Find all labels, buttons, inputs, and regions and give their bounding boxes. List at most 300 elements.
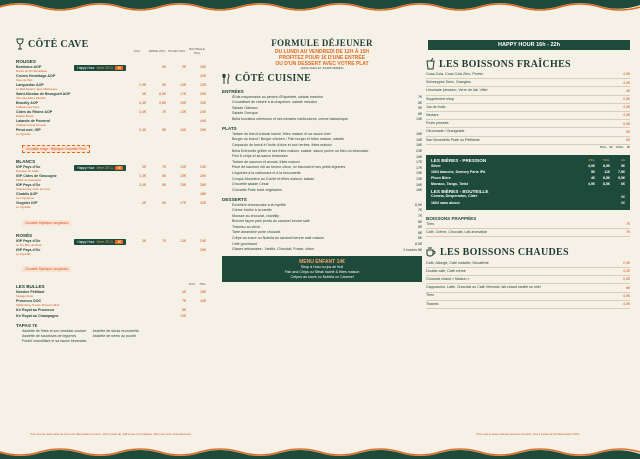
- drink-row: [426, 277, 630, 282]
- drink-price: 6€: [621, 201, 625, 206]
- bieres-box: LES BIÈRES - PRESSION 25CL 50CL HH Silver 4,9€ 8,5€ 5€ 1664 blanche, Demory Paris IPA 5€ 11€ 7,5€ Picon Bière 4€ 8,5€ 5,5€ Monaco, Tango, Twist 4,9€ 8,5€ 6€ LES BIÈRES - BOUTEILLE Corona, Desperados, Cidre 6€ 1664 sans alcool 6€: [426, 155, 630, 210]
- biere-name: Silver: [431, 164, 441, 169]
- drink-name: Corona, Desperados, Cidre: [431, 194, 478, 199]
- drink-name: Chocolat chaud « Maison »: [426, 277, 470, 282]
- happy-hour-badge: [74, 239, 126, 245]
- boissons-column: [426, 18, 630, 443]
- menu-item-name: Carpaccio de bœuf à l'huile d'olive et aux herbes, frites maison: [232, 142, 332, 147]
- menu-row: [222, 95, 422, 100]
- menu-row: [222, 219, 422, 224]
- wine-prices: [128, 110, 206, 114]
- enfant-item: Sirop à l'eau ou jus de fruit: [300, 265, 344, 270]
- wine-sub: Le Vignoble: [16, 131, 31, 136]
- wine-name-block: [16, 201, 38, 209]
- menu-item-name: Fish & chips et sa sauce béarnaise: [232, 154, 288, 159]
- wine-name: Pinot noir, IGP: [16, 128, 41, 133]
- wine-prices: [128, 74, 206, 78]
- wine-price: 26€: [200, 128, 206, 133]
- wine-prices: [128, 92, 206, 96]
- wine-price: [148, 74, 166, 78]
- menu-item-name: Mousse au chocolat, chantilly: [232, 213, 279, 218]
- biere-prices: [583, 176, 625, 181]
- drink-name: Coca-Cola, Coca-Cola Zéro, Perrier: [426, 72, 484, 76]
- wine-price: 24€: [200, 238, 206, 243]
- menu-item-name: Excellent cheesecake à la myrtille: [232, 202, 286, 207]
- roses-list: [16, 239, 206, 256]
- wine-row: [16, 314, 206, 319]
- wine-price: 44€: [200, 119, 206, 124]
- blancs-title: BLANCS: [16, 159, 36, 165]
- wine-price: 3€: [142, 238, 146, 243]
- menu-item-name: Tartare de saumon et avocat, frites maison: [232, 159, 300, 164]
- drink-name: Thés: [426, 293, 434, 298]
- roses-special: Chouette Mythique Languedoc: [22, 266, 71, 272]
- menu-item-price: 15€: [416, 171, 422, 176]
- wine-price: 13€: [180, 313, 186, 318]
- entrees-list: [222, 95, 422, 122]
- menu-item-name: Tiramisu au citron: [232, 224, 261, 229]
- wine-prices: [128, 201, 206, 205]
- bieres-list: [431, 164, 625, 186]
- menu-item-price: 8€: [418, 225, 422, 230]
- drink-name: Supplément sirop: [426, 96, 454, 101]
- menu-item-price: 13€: [416, 176, 422, 181]
- desserts-title: DESSERTS: [222, 196, 247, 202]
- cave-column: CÔTÉ CAVE 12CL VERRE 25CL PICHET 50CL BOUTEILLE 75CL ROUGES Bordeaux AOP Roche du Pin Bordelaise Happy Hour Verre 25 CL 3€ 5€ 9€ 26€ Crozes Hermitage AOP Cave de Tain 40€ Languedoc AOP Le Mas Gérard, Jean d'Estiveaux 2,9€ 5€ 10€ 22€ Saint-Nicolas de Bourgueil AOP Clos des Allées Paradis 4€ 8,5€ 17€ 29€ Brouilly AOP Château des Tours 4,4€ 9,5€ 19€ 33€ Côtes du Rhône AOP Maison Brotte 3,4€ 7€ 13€ 24€ Lalande de Pomerol Château Grand Ormeau 44€ Pinot noir, IGP Le Vignoble 3,4€ 8€ 15€ 26€ Chouette rouge - Mythique Chouette Pinot BLANCS IGP Pays d'Oc Domaine du Caillo Happy Hour Verre 25 CL 3€ 3€ 7€ 13€ 24€ IGP Côtes de Gascogne Plaisir de Gascogne 3,3€ 8€ 15€ 26€ IGP Pays d'Oc Chardonnay, Cave de Gros 3,4€ 8€ 15€ 26€ Chablis AOP Les Vignerons 48€ Viognier IGP Le Vignoble 4€ 9€ 17€ 32€ Chouette Mythique Languedoc ROSÉS IGP Pays d'Oc Le Pin Bleu de Rosé Happy Hour Verre 25 CL 3€ 3€ 7€ 13€ 24€ IGP Pays d'Oc Le Vignoble 26€ Chouette Mythique Languedoc LES BULLES 10CL 75CL Norsine Pétillant Cépage Ferté 4€ 28€ Prosecco DOC Stuffenberg, Treviso Prosecco Brut 7€ 43€ Kir Royal au Prosecco 8€ Kir Royal au Champagne 13€ TAPAS 7€ Assiette de frites et son cheddar coulant Assiette de saucisses de legumes Poulet croustillant et sa sauce béarnaise Assiette de sticks mozzarella Assiette de nems au poulet *Les vins de notre carte de vins sont disponibles en verre, 12cl à partir de, 14€ et aux prix indiqués. Merci de votre compréhension.: [16, 38, 206, 437]
- happy-hour-banner: HAPPY HOUR 16h - 22h: [428, 40, 630, 50]
- tapas-item: Assiette de sticks mozzarella: [92, 329, 139, 334]
- cutlery-icon: [222, 73, 231, 85]
- wine-price: 13€: [180, 165, 186, 170]
- bulles-title: LES BULLES: [16, 284, 45, 290]
- menu-item-price: 2 boules 6€: [403, 247, 422, 252]
- drink-row: [426, 293, 630, 298]
- wine-price: 15€: [180, 128, 186, 133]
- wine-prices: [128, 119, 206, 123]
- wine-name-block: [16, 239, 42, 247]
- menu-item-name: Bella burratina crémeuse et ses tomates multicolores, crème balsamique: [232, 116, 348, 121]
- drink-price: 7€: [626, 230, 630, 235]
- wine-name-block: [16, 308, 54, 313]
- menu-item-name: Chouette Poke bowl végétarien: [232, 187, 282, 192]
- happy-label: Happy Hour: [77, 166, 95, 171]
- wine-row: [16, 192, 206, 200]
- wine-name: Lalande de Pomerol: [16, 119, 51, 124]
- drink-price: 5,5€: [623, 121, 630, 126]
- biere-prices: [583, 164, 625, 169]
- wine-price: 8€: [182, 308, 186, 313]
- tapas-title: TAPAS 7€: [16, 323, 38, 329]
- enfant-title: MENU ENFANT 14€: [299, 259, 345, 266]
- menu-item-price: 8€: [418, 230, 422, 235]
- drink-price: 4,5€: [623, 293, 630, 298]
- wine-name-block: [16, 74, 55, 82]
- wine-name: IGP Pays d'Oc: [16, 238, 41, 243]
- wine-price: 7€: [162, 165, 166, 170]
- wine-price: 17€: [180, 201, 186, 206]
- enfant-item: Fish and Chips ou Steak haché & frites maison: [284, 269, 360, 274]
- wine-name-block: [16, 248, 40, 256]
- menu-item-name: Croustillant de chèvre à la chapelure, salade mesclun: [232, 100, 318, 105]
- wine-name: Crozes Hermitage AOP: [16, 74, 56, 79]
- biere-name: Monaco, Tango, Twist: [431, 181, 468, 186]
- drink-name: Jus de fruits: [426, 104, 446, 109]
- biere-price: 4€: [591, 175, 595, 180]
- menu-row: [222, 203, 422, 208]
- menu-row: [222, 225, 422, 230]
- wine-price: 32€: [200, 201, 206, 206]
- wine-price: 4€: [182, 290, 186, 295]
- happy-value: 3€: [117, 66, 121, 71]
- menu-item-price: 16€: [416, 143, 422, 148]
- fraiche-size: 50CL: [599, 144, 607, 149]
- biere-name: Picon Bière: [431, 175, 451, 180]
- wine-price: [128, 65, 146, 69]
- drink-row: [426, 302, 630, 307]
- menu-item-name: Tarte Amandine poire chocolat: [232, 230, 281, 235]
- menu-row: [222, 106, 422, 111]
- menu-row: [222, 117, 422, 122]
- menu-item-price: 16€: [416, 132, 422, 137]
- wine-price: 24€: [200, 110, 206, 115]
- menu-item-name: Crème brûlée à la vanille: [232, 208, 272, 213]
- drink-row: [426, 72, 630, 77]
- drink-name: Limonade pression, Verre de lait, Vittel: [426, 88, 488, 93]
- wine-prices: [128, 65, 206, 69]
- coffee-cup-icon: [426, 247, 436, 257]
- menu-row: [222, 230, 422, 235]
- menu-item-name: Pavé de saumon rôti au beurre citron, riz basmati et ses petits légumes: [232, 165, 346, 170]
- wine-price: 3€: [142, 165, 146, 170]
- wine-row: [16, 174, 206, 182]
- soft-drink-icon: [426, 58, 435, 70]
- bieres-title: LES BIÈRES - PRESSION: [431, 158, 487, 164]
- wine-price: 13€: [180, 238, 186, 243]
- wine-sub: Cépage Ferté: [16, 293, 34, 298]
- menu-item-name: Brioche façon pain perdu au caramel beurre salé: [232, 219, 310, 224]
- wine-price: [168, 119, 186, 123]
- cave-footer: *Les vins de notre carte de vins sont disponibles en verre, 12cl à partir de, 14€ et aux prix indiqués. Merci de votre compréhension.: [30, 432, 192, 437]
- wine-price: 13€: [180, 110, 186, 115]
- drink-name: 1664 sans alcool: [431, 200, 460, 205]
- happy-label: Happy Hour: [77, 66, 95, 71]
- biere-price: 5,5€: [618, 175, 625, 180]
- menu-row: [222, 242, 422, 247]
- menu-row: [222, 100, 422, 105]
- chaudes-list: [426, 261, 630, 309]
- biere-price: 5€: [621, 164, 625, 169]
- menu-row: [222, 177, 422, 182]
- happy-value: 3€: [117, 239, 121, 244]
- wine-price: [128, 74, 146, 78]
- menu-row: [222, 132, 422, 137]
- drink-row: [426, 222, 630, 227]
- wine-name: Bordeaux AOP: [16, 65, 42, 70]
- wine-name: Kir Royal au Champagne: [16, 313, 59, 318]
- menu-item-price: 13€: [416, 117, 422, 122]
- menu-row: [222, 154, 422, 159]
- drink-row: [426, 121, 630, 126]
- menu-item-name: Café gourmand: [232, 241, 257, 246]
- rouges-list: [16, 65, 206, 136]
- drink-price: 2,4€: [623, 261, 630, 266]
- biere-price: 4,9€: [588, 181, 595, 186]
- wine-name-block: [16, 92, 70, 100]
- wine-price: 29€: [200, 92, 206, 97]
- wine-prices: [128, 183, 206, 187]
- drink-row: [426, 261, 630, 266]
- menu-item-name: Chouette salade César: [232, 182, 269, 187]
- wine-row: [16, 83, 206, 91]
- frappees-list: [426, 222, 630, 237]
- menu-item-name: Linguines à la carbonara et à la mozzarella: [232, 170, 301, 175]
- menu-row: [222, 208, 422, 213]
- wine-price: [128, 192, 146, 196]
- wine-price: 4€: [142, 201, 146, 206]
- wine-name: IGP Pays d'Oc: [16, 183, 41, 188]
- formule-line4: (SAUF AVEC ET JOURS FÉRIÉS): [300, 66, 344, 70]
- wine-name-block: [16, 101, 39, 109]
- drink-row: [426, 285, 630, 290]
- wine-price: [148, 192, 166, 196]
- drink-price: 4,5€: [623, 72, 630, 77]
- wine-prices: [168, 314, 206, 318]
- wine-row: [16, 201, 206, 209]
- wine-row: [16, 110, 206, 118]
- wine-row: [16, 101, 206, 109]
- wine-row: [16, 239, 206, 247]
- wine-row: [16, 74, 206, 82]
- wine-name: IGP Pays d'Oc: [16, 165, 41, 170]
- wine-price: 5€: [162, 65, 166, 70]
- drink-price: 6€: [621, 194, 625, 199]
- drink-name: Café, Crème, Chocolat, Lait aromatisé: [426, 230, 488, 235]
- wine-name: IGP Pays d'Oc: [16, 247, 41, 252]
- tapas-list: [22, 329, 206, 343]
- wine-price: 5€: [162, 83, 166, 88]
- wine-name-block: [16, 110, 52, 118]
- biere-price: 5€: [591, 170, 595, 175]
- drink-row: [426, 88, 630, 93]
- wine-price: 40€: [200, 74, 206, 79]
- wine-row: [16, 119, 206, 127]
- wine-sub: Stuffenberg, Treviso Prosecco Brut: [16, 302, 60, 307]
- wine-price: [188, 314, 206, 318]
- wine-name-block: [16, 174, 57, 182]
- wine-name-block: [16, 165, 40, 173]
- wine-prices: [128, 101, 206, 105]
- menu-item-price: 8€: [418, 219, 422, 224]
- drink-name: Café, Allongé, Café noisette, Décaféiné: [426, 260, 489, 265]
- menu-row: [222, 143, 422, 148]
- wine-prices: [168, 290, 206, 294]
- menu-item-price: 8,5€: [415, 242, 422, 247]
- drink-price: 6€: [626, 285, 630, 290]
- formule-block: [222, 38, 422, 71]
- wine-price: 28€: [200, 290, 206, 295]
- menu-item-name: Crêpe au sucre ou Nutella au caramel beurre salé maison: [232, 236, 325, 241]
- wine-price: 17€: [180, 92, 186, 97]
- drink-name: Tisanes: [426, 301, 439, 306]
- wine-row: [16, 299, 206, 307]
- drink-row: [426, 113, 630, 118]
- wine-price: 24€: [200, 165, 206, 170]
- biere-name: 1664 blanche, Demory Paris IPA: [431, 170, 486, 175]
- cuisine-column: [222, 18, 422, 443]
- fraiche-size-row: [426, 146, 630, 150]
- happy-hour-badge: [74, 165, 126, 171]
- drink-name: Schweppes Tonic, Orangina: [426, 80, 471, 85]
- menu-item-price: 9€: [418, 106, 422, 111]
- wine-name: Languedoc AOP: [16, 83, 44, 88]
- drink-price: 4,9€: [623, 80, 630, 85]
- formule-line3: OU D'UN DESSERT AVEC VOTRE PLAT: [275, 61, 369, 67]
- formule-line1: DU LUNDI AU VENDREDI DE 12H À 15H: [275, 49, 369, 55]
- wine-sub: Château Grand Ormeau: [16, 122, 47, 127]
- wine-prices: [128, 248, 206, 252]
- biere-price: 8,5€: [603, 164, 610, 169]
- fraiche-size: 9€: [626, 144, 630, 149]
- wine-price: 48€: [200, 192, 206, 197]
- menu-item-price: 16€: [416, 154, 422, 159]
- wine-price: [168, 192, 186, 196]
- wine-price: 19€: [180, 101, 186, 106]
- wine-price: 7€: [162, 110, 166, 115]
- biere-price: 8,5€: [603, 175, 610, 180]
- menu-row: [222, 182, 422, 187]
- menu-item-price: 17€: [416, 165, 422, 170]
- wine-prices: [128, 239, 206, 243]
- menu-item-price: 7€: [418, 214, 422, 219]
- menu-item-price: 8€: [418, 111, 422, 116]
- wine-sub: Le Mas Gérard, Jean d'Estiveaux: [16, 86, 58, 91]
- happy-price-label: Verre 25 CL: [96, 166, 114, 171]
- bouteilles-list: [431, 194, 625, 205]
- wine-prices: [128, 128, 206, 132]
- wine-sub: Les Vignerons: [16, 196, 34, 201]
- happy-price-label: Verre 25 CL: [96, 66, 114, 71]
- drink-price: 6€: [626, 137, 630, 142]
- menu-item-price: 23€: [416, 148, 422, 153]
- wine-sub: Plaisir de Gascogne: [16, 178, 42, 183]
- wine-sub: Le Pin Bleu de Rosé: [16, 242, 42, 247]
- wine-name-block: [16, 299, 59, 307]
- blancs-special: Chouette Mythique Languedoc: [22, 220, 71, 226]
- wine-prices: [168, 308, 206, 312]
- drink-row: [426, 230, 630, 235]
- biere-price: 11€: [604, 170, 610, 175]
- wine-price: [128, 248, 146, 252]
- drink-row: [431, 201, 625, 206]
- wine-price: 43€: [200, 299, 206, 304]
- wine-price: 9€: [182, 65, 186, 70]
- fraiche-size: 100CL: [615, 144, 624, 149]
- wine-row: [16, 165, 206, 173]
- drink-name: Fruits pressés: [426, 121, 449, 126]
- wine-row: [16, 183, 206, 191]
- plats-title: PLATS: [222, 125, 237, 131]
- wine-price: [168, 248, 186, 252]
- drink-price: 7€: [626, 222, 630, 227]
- menu-item-price: 8,5€: [415, 202, 422, 207]
- wine-price: 26€: [200, 183, 206, 188]
- wine-name-block: [16, 290, 44, 298]
- wine-sub: Le Vignoble: [16, 205, 31, 210]
- menu-item-price: 17€: [416, 160, 422, 165]
- wine-name: Brouilly AOP: [16, 101, 39, 106]
- happy-value: 3€: [117, 166, 121, 171]
- biere-prices: [583, 170, 625, 175]
- wine-name-block: [16, 119, 50, 127]
- wine-price: [148, 248, 166, 252]
- wine-price: 33€: [200, 101, 206, 106]
- wine-price: 15€: [180, 183, 186, 188]
- tapas-item: Assiette de saucisses de legumes: [22, 334, 77, 339]
- wine-price: 8€: [162, 128, 166, 133]
- biere-row: [431, 170, 625, 175]
- biere-row: [431, 164, 625, 169]
- wine-price: 26€: [200, 65, 206, 70]
- wine-name-block: [16, 314, 59, 319]
- wine-sub: Cave de Tain: [16, 77, 33, 82]
- wine-price: 3,3€: [139, 174, 146, 179]
- tapas-item: Poulet croustillant et sa sauce béarnaise: [22, 338, 87, 343]
- wine-prices: [128, 83, 206, 87]
- wine-name: Côtes du Rhône AOP: [16, 110, 53, 115]
- wine-prices: [168, 299, 206, 303]
- wine-price: 15€: [180, 174, 186, 179]
- drink-price: 4,9€: [623, 105, 630, 110]
- drink-row: [426, 105, 630, 110]
- wine-price: 10€: [180, 83, 186, 88]
- wine-name: Prosecco DOC: [16, 299, 42, 304]
- menu-item-name: Salade Grecque: [232, 111, 258, 116]
- blancs-list: [16, 165, 206, 209]
- menu-item-price: 16€: [416, 182, 422, 187]
- menu-row: [222, 236, 422, 241]
- cave-title: CÔTÉ CAVE: [28, 38, 89, 50]
- formule-line2: PROFITEZ POUR 1€ D'UNE ENTRÉE: [279, 55, 365, 61]
- drink-row: [426, 129, 630, 134]
- menu-row: [222, 171, 422, 176]
- wine-row: [16, 308, 206, 313]
- menu-row: [222, 137, 422, 142]
- wine-name-block: [16, 192, 38, 200]
- biere-price: 6€: [621, 181, 625, 186]
- desserts-list: [222, 203, 422, 253]
- drink-name: Citronnade / Orangeade: [426, 129, 465, 134]
- happy-label: Happy Hour: [77, 239, 95, 244]
- wine-name-block: [16, 83, 57, 91]
- wine-sub: Roche du Pin Bordelaise: [16, 68, 47, 73]
- wine-name: Chablis AOP: [16, 192, 38, 197]
- wine-price: 8€: [162, 174, 166, 179]
- biere-price: 4,9€: [588, 164, 595, 169]
- wine-sub: Domaine du Caillo: [16, 169, 39, 174]
- drink-price: 4,9€: [623, 113, 630, 118]
- drink-price: 4€: [626, 88, 630, 93]
- menu-item-price: 7€: [418, 208, 422, 213]
- bulles-list: [16, 290, 206, 318]
- wine-price: 26€: [200, 247, 206, 252]
- boissons-footer: *Prix nets et taxes incluses (service compris). Ces 3 points de 1€ déterminent l'offre.: [475, 432, 581, 437]
- wine-sub: Maison Brotte: [16, 113, 34, 118]
- drink-name: San Benedetto Plate ou Pétillante: [426, 137, 480, 142]
- wine-price: 8€: [162, 183, 166, 188]
- wine-prices: [128, 174, 206, 178]
- happy-price-label: Verre 25 CL: [96, 239, 114, 244]
- menu-enfant: [222, 256, 422, 282]
